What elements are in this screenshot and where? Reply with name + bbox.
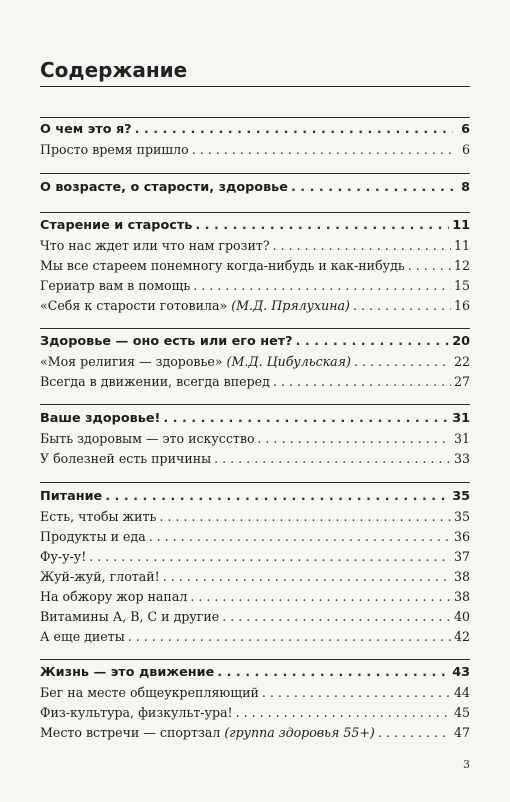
entry-page: 12 [453,258,470,273]
dot-leader [149,529,451,545]
entry-title: А еще диеты [40,629,125,644]
entry-page: 36 [453,529,470,544]
dot-leader [163,569,451,585]
dot-leader [262,685,451,701]
section-title: О чем это я? [40,122,132,137]
entry-title: Продукты и еда [40,529,146,544]
section-rule [40,404,470,405]
entry-title: «Себя к старости готовила» (М.Д. Прялухина) [40,298,350,313]
entry-title: На обжору жор напал [40,589,188,604]
toc-section[interactable] [40,334,470,350]
toc-section[interactable] [40,665,470,681]
entry-page: 38 [453,569,470,584]
entry-page: 15 [453,278,470,293]
toc-entry[interactable] [40,298,470,314]
toc-entry[interactable] [40,569,470,585]
toc-entry[interactable] [40,705,470,721]
dot-leader [222,609,451,625]
entry-page: 11 [453,238,470,253]
entry-title: Бег на месте общеукрепляющий [40,685,259,700]
toc-entry[interactable] [40,509,470,525]
toc-entry[interactable] [40,529,470,545]
toc-entry[interactable] [40,278,470,294]
entry-page: 33 [453,451,470,466]
entry-page: 6 [461,142,470,157]
dot-leader [354,354,451,370]
page-title: Содержание [40,58,188,82]
entry-page: 37 [453,549,470,564]
entry-title: Место встречи — спортзал (группа здоровья 55+) [40,725,375,740]
entry-page: 35 [453,509,470,524]
dot-leader [353,298,451,314]
section-page: 6 [461,122,470,137]
toc-entry[interactable] [40,609,470,625]
dot-leader [159,509,451,525]
section-rule [40,212,470,213]
toc-entry[interactable] [40,238,470,254]
dot-leader [296,334,450,350]
entry-title: Витамины А, В, С и другие [40,609,220,624]
dot-leader [190,589,451,605]
toc-entry[interactable] [40,431,470,447]
dot-leader [378,725,451,741]
page-number: 3 [463,758,470,771]
section-rule [40,328,470,329]
toc-entry[interactable] [40,142,470,158]
toc-section[interactable] [40,489,470,505]
section-rule [40,173,470,174]
section-page: 31 [452,411,470,426]
entry-title: Всегда в движении, всегда вперед [40,374,270,389]
section-title: Ваше здоровье! [40,411,161,426]
toc-entry[interactable] [40,354,470,370]
toc-entry[interactable] [40,685,470,701]
dot-leader [105,489,449,505]
dot-leader [408,258,451,274]
dot-leader [291,180,453,196]
dot-leader [273,238,451,254]
section-rule [40,482,470,483]
toc-entry[interactable] [40,451,470,467]
entry-title: Просто время пришло [40,142,189,157]
dot-leader [192,142,453,158]
entry-title: «Моя религия — здоровье» (М.Д. Цибульская) [40,354,351,369]
section-page: 8 [461,180,470,195]
toc-section[interactable] [40,122,470,138]
entry-title: Физ-культура, физкульт-ура! [40,705,233,720]
entry-page: 27 [453,374,470,389]
section-rule [40,659,470,660]
dot-leader [163,411,449,427]
entry-title: Быть здоровым — это искусство [40,431,255,446]
dot-leader [195,218,449,234]
entry-page: 40 [453,609,470,624]
toc-entry[interactable] [40,258,470,274]
toc-entry[interactable] [40,549,470,565]
entry-page: 45 [453,705,470,720]
section-page: 11 [452,218,470,233]
dot-leader [217,665,449,681]
section-title: Питание [40,489,103,504]
toc-entry[interactable] [40,725,470,741]
entry-page: 38 [453,589,470,604]
section-page: 35 [452,489,470,504]
toc-section[interactable] [40,218,470,234]
dot-leader [89,549,451,565]
entry-title: Фу-у-у! [40,549,87,564]
entry-title: Что нас ждет или что нам грозит? [40,238,270,253]
section-page: 20 [452,334,470,349]
title-rule [40,86,470,87]
section-rule [40,117,470,118]
entry-page: 42 [453,629,470,644]
dot-leader [273,374,451,390]
entry-title: Мы все стареем понемногу когда-нибудь и как-нибудь [40,258,405,273]
toc-section[interactable] [40,180,470,196]
entry-title: Жуй-жуй, глотай! [40,569,160,584]
section-title: О возрасте, о старости, здоровье [40,180,288,195]
section-title: Старение и старость [40,218,193,233]
entry-title: Есть, чтобы жить [40,509,157,524]
entry-page: 44 [453,685,470,700]
dot-leader [236,705,451,721]
entry-title: Гериатр вам в помощь [40,278,191,293]
toc-entry[interactable] [40,589,470,605]
toc-entry[interactable] [40,374,470,390]
entry-page: 31 [453,431,470,446]
entry-title: У болезней есть причины [40,451,212,466]
section-title: Жизнь — это движение [40,665,215,680]
dot-leader [128,629,451,645]
dot-leader [135,122,453,138]
toc-entry[interactable] [40,629,470,645]
entry-page: 47 [453,725,470,740]
dot-leader [214,451,451,467]
dot-leader [193,278,451,294]
section-page: 43 [452,665,470,680]
dot-leader [258,431,451,447]
toc-section[interactable] [40,411,470,427]
section-title: Здоровье — оно есть или его нет? [40,334,293,349]
entry-page: 22 [453,354,470,369]
entry-page: 16 [453,298,470,313]
